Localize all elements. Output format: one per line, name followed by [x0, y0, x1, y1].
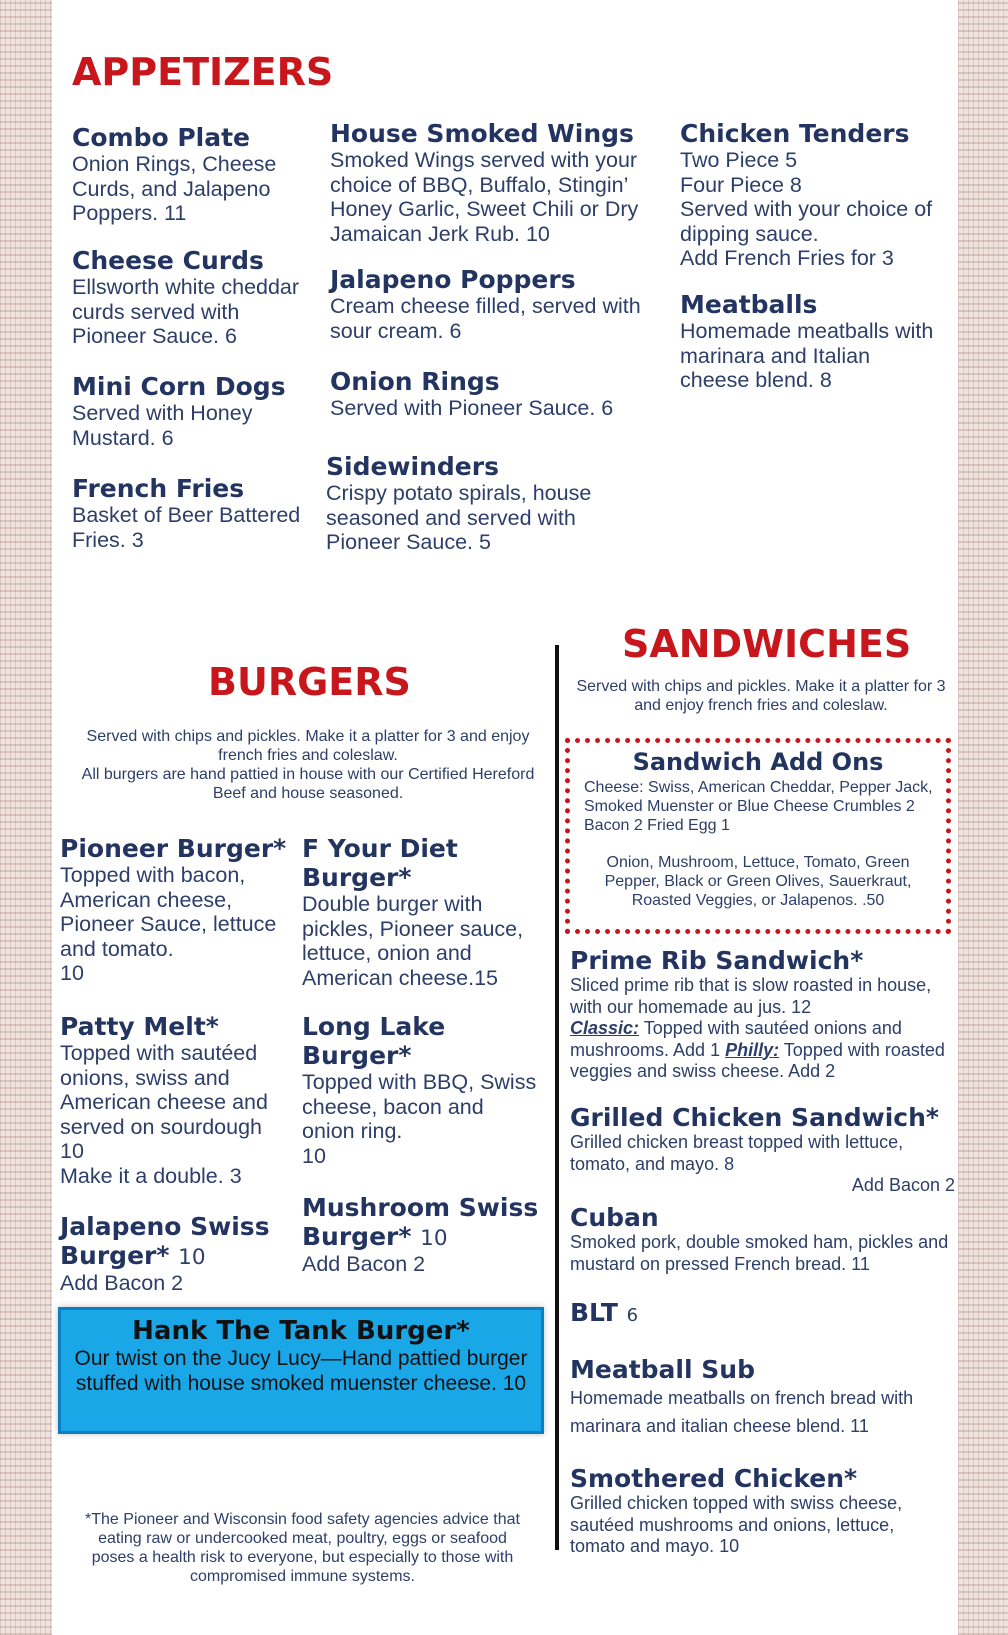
- cheese-curds-desc: Ellsworth white cheddar curds served with Pioneer Sauce. 6: [72, 275, 300, 348]
- meatball-sub-name: Meatball Sub: [570, 1355, 755, 1384]
- house-smoked-wings-item: [330, 119, 665, 246]
- prime-rib-variants: [570, 1018, 965, 1083]
- meatball-sub-item: [570, 1355, 965, 1440]
- jalapeno-poppers-item: [330, 265, 665, 343]
- poppers-name: Jalapeno Poppers: [330, 265, 576, 294]
- combo-plate-desc: Onion Rings, Cheese Curds, and Jalapeno Poppers. 11: [72, 152, 277, 225]
- jalapeno-swiss-burger-extra: Add Bacon 2: [60, 1270, 184, 1295]
- blt-name-line: [570, 1298, 955, 1327]
- jalapeno-swiss-burger-title: Jalapeno Swiss Burger*: [60, 1212, 270, 1270]
- f-your-diet-burger-name: F Your Diet Burger*: [302, 834, 458, 892]
- left-texture-border: [0, 0, 52, 1635]
- pioneer-burger-name: Pioneer Burger*: [60, 834, 287, 863]
- grilled-chicken-extra: Add Bacon 2: [851, 1175, 955, 1195]
- cuban-item: [570, 1203, 955, 1275]
- long-lake-burger-name: Long Lake Burger*: [302, 1012, 446, 1070]
- sandwiches-title: SANDWICHES: [622, 622, 912, 666]
- add-ons-cheese: Cheese: Swiss, American Cheddar, Pepper Jack, Smoked Muenster or Blue Cheese Crumbles 2 Bacon 2 Fried Egg 1: [584, 779, 933, 834]
- long-lake-burger-item: [302, 1012, 537, 1168]
- burgers-note-beef: All burgers are hand pattied in house with our Certified Hereford Beef and house seasoned.: [81, 766, 535, 802]
- cheese-curds-name: Cheese Curds: [72, 246, 264, 275]
- mushroom-swiss-burger-extra: Add Bacon 2: [302, 1251, 426, 1276]
- mushroom-swiss-burger-price: 10: [420, 1226, 448, 1251]
- food-safety-disclaimer: [80, 1510, 525, 1586]
- patty-melt-extra: Make it a double. 3: [60, 1163, 242, 1188]
- cuban-name: Cuban: [570, 1203, 659, 1232]
- smothered-chicken-name: Smothered Chicken*: [570, 1464, 858, 1493]
- french-fries-name: French Fries: [72, 474, 245, 503]
- f-your-diet-burger-desc: Double burger with pickles, Pioneer sauce, lettuce, onion and American cheese.15: [302, 892, 524, 990]
- onion-rings-name: Onion Rings: [330, 367, 500, 396]
- patty-melt-item: [60, 1012, 290, 1188]
- sandwich-add-ons-box: [565, 738, 951, 934]
- classic-desc: Topped with sautéed onions and mushrooms. Add 1: [570, 1018, 902, 1060]
- f-your-diet-burger-item: [302, 834, 547, 990]
- burgers-title: BURGERS: [208, 660, 411, 704]
- burgers-note: [78, 727, 538, 803]
- tenders-line3: Served with your choice of dipping sauce.: [680, 197, 933, 246]
- sidewinders-item: [326, 452, 626, 555]
- column-divider: [555, 645, 559, 1550]
- hank-the-tank-name: Hank The Tank Burger*: [132, 1316, 470, 1346]
- grilled-chicken-desc: Grilled chicken breast topped with lettuce, tomato, and mayo. 8: [570, 1132, 904, 1174]
- onion-rings-desc: Served with Pioneer Sauce. 6: [330, 396, 614, 420]
- wings-name: House Smoked Wings: [330, 119, 634, 148]
- blt-item: [570, 1298, 955, 1327]
- philly-desc: Topped with roasted veggies and swiss cheese. Add 2: [570, 1039, 945, 1081]
- disclaimer-text: *The Pioneer and Wisconsin food safety agencies advice that eating raw or undercooked meat, poultry, eggs or seafood poses a health risk to everyone, but especially to those with compromised immune systems.: [85, 1511, 520, 1585]
- sidewinders-desc: Crispy potato spirals, house seasoned and served with Pioneer Sauce. 5: [326, 481, 592, 554]
- tenders-name: Chicken Tenders: [680, 119, 910, 148]
- hank-the-tank-feature-box: [58, 1307, 544, 1434]
- classic-label: Classic:: [570, 1018, 640, 1038]
- grilled-chicken-name: Grilled Chicken Sandwich*: [570, 1103, 939, 1132]
- french-fries-desc: Basket of Beer Battered Fries. 3: [72, 503, 301, 552]
- mini-corn-dogs-desc: Served with Honey Mustard. 6: [72, 401, 253, 450]
- tenders-line4: Add French Fries for 3: [680, 246, 894, 270]
- meatballs-desc: Homemade meatballs with marinara and Italian cheese blend. 8: [680, 319, 934, 392]
- meatball-sub-desc2: marinara and italian cheese blend. 11: [570, 1416, 869, 1436]
- mushroom-swiss-burger-item: [302, 1193, 552, 1276]
- burgers-note-platter: Served with chips and pickles. Make it a platter for 3 and enjoy french fries and coleslaw.: [86, 728, 530, 764]
- tenders-line2: Four Piece 8: [680, 172, 802, 197]
- cheese-curds-item: [72, 246, 317, 349]
- pioneer-burger-desc: Topped with bacon, American cheese, Pioneer Sauce, lettuce and tomato.: [60, 863, 277, 961]
- sidewinders-name: Sidewinders: [326, 452, 499, 481]
- hank-the-tank-desc: Our twist on the Jucy Lucy—Hand pattied burger stuffed with house smoked muenster cheese. 10: [74, 1347, 528, 1395]
- meatball-sub-desc1: Homemade meatballs on french bread with: [570, 1388, 914, 1408]
- jalapeno-swiss-burger-price: 10: [178, 1245, 206, 1270]
- long-lake-burger-price: 10: [302, 1143, 326, 1168]
- pioneer-burger-item: [60, 834, 290, 986]
- patty-melt-name: Patty Melt*: [60, 1012, 219, 1041]
- appetizers-title: APPETIZERS: [72, 50, 334, 94]
- patty-melt-price: 10: [60, 1139, 84, 1163]
- prime-rib-name: Prime Rib Sandwich*: [570, 946, 864, 975]
- tenders-line1: Two Piece 5: [680, 148, 798, 172]
- onion-rings-item: [330, 367, 665, 421]
- philly-label: Philly:: [725, 1039, 780, 1060]
- pioneer-burger-price: 10: [60, 961, 84, 985]
- mushroom-swiss-burger-title: Mushroom Swiss Burger*: [302, 1193, 539, 1251]
- long-lake-burger-desc: Topped with BBQ, Swiss cheese, bacon and onion ring.: [302, 1070, 537, 1143]
- poppers-desc: Cream cheese filled, served with sour cream. 6: [330, 294, 641, 343]
- smothered-chicken-desc: Grilled chicken topped with swiss cheese, sautéed mushrooms and onions, lettuce, tomato and mayo. 10: [570, 1493, 903, 1556]
- prime-rib-desc: Sliced prime rib that is slow roasted in house, with our homemade au jus. 12: [570, 975, 932, 1017]
- jalapeno-swiss-burger-item: [60, 1212, 295, 1295]
- wings-desc: Smoked Wings served with your choice of BBQ, Buffalo, Stingin’ Honey Garlic, Sweet Chili or Dry Jamaican Jerk Rub. 10: [330, 148, 639, 246]
- grilled-chicken-sandwich-item: [570, 1103, 955, 1197]
- chicken-tenders-item: [680, 119, 955, 271]
- jalapeno-swiss-burger-name: [60, 1212, 295, 1271]
- cuban-desc: Smoked pork, double smoked ham, pickles and mustard on pressed French bread. 11: [570, 1232, 949, 1274]
- blt-price: 6: [626, 1305, 639, 1326]
- meatballs-name: Meatballs: [680, 290, 818, 319]
- mini-corn-dogs-item: [72, 372, 307, 450]
- sandwiches-note: [568, 677, 954, 715]
- sandwiches-note-text: Served with chips and pickles. Make it a platter for 3 and enjoy french fries and coleslaw.: [576, 678, 946, 714]
- add-ons-title: Sandwich Add Ons: [632, 748, 884, 776]
- combo-plate-name: Combo Plate: [72, 123, 251, 152]
- mini-corn-dogs-name: Mini Corn Dogs: [72, 372, 286, 401]
- combo-plate-item: [72, 123, 317, 226]
- meatballs-item: [680, 290, 940, 393]
- blt-name: BLT: [570, 1298, 618, 1327]
- prime-rib-sandwich-item: [570, 946, 965, 1083]
- patty-melt-desc: Topped with sautéed onions, swiss and American cheese and served on sourdough: [60, 1041, 268, 1139]
- french-fries-item: [72, 474, 317, 552]
- add-ons-toppings: Onion, Mushroom, Lettuce, Tomato, Green Pepper, Black or Green Olives, Sauerkraut, Roasted Veggies, or Jalapenos. .50: [604, 854, 912, 909]
- mushroom-swiss-burger-name: [302, 1193, 552, 1252]
- right-texture-border: [958, 0, 1008, 1635]
- smothered-chicken-item: [570, 1464, 945, 1558]
